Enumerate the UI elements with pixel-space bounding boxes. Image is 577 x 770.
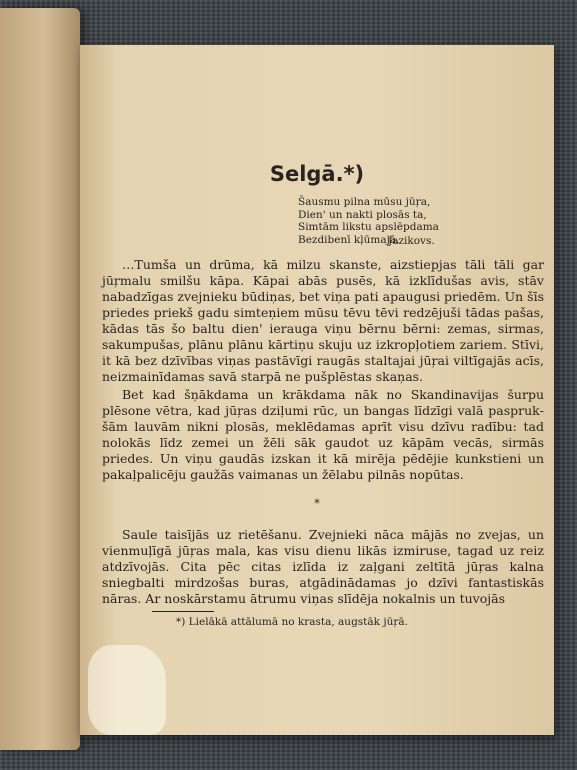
left-page-edge — [0, 8, 80, 750]
page-title: Selgā.*) — [269, 162, 365, 186]
epigraph-line: Simtām likstu apslēpdama — [298, 221, 439, 233]
footnote: *) Lielākā attālumā no krasta, augstāk jūŗā. — [176, 616, 408, 628]
footnote-rule — [152, 611, 214, 612]
paragraph: Saule taisījās uz rietēšanu. Zvejnieki nāca mājās no zvejas, un vienmuļīgā jūŗas mala, kas visu dienu likās izmiruse, tagad uz reiz atdzīvojās. Cita pēc citas izlīda iz zaļgani zeltītā jūŗas kalna sniegbalti mirdzošas buras, atgādinādamas jo dzīvi fantastiskās nāras. Ar noskārstamu ātrumu viņas slīdēja nokalnis un tuvojās — [102, 527, 544, 606]
page-stain — [88, 645, 166, 735]
paragraph: …Tumša un drūma, kā milzu skanste, aizstiepjas tāli tāli gar jūŗmalu smilšu kāpa. Kāpai abās pusēs, kā izklīdušas avis, stāv nabadzīgas zvejnieku būdiņas, bet viņa pati apaugusi priedēm. Un šīs priedes priekš gadu simteņiem mūsu tēvu tēvi redzējuši tādas pašas, kādas tās šo baltu dien' ierauga viņu bērnu bērni: zemas, sirmas, sakumpušas, plānu plānu kārtiņu skuju uz izkropļotiem zariem. Stīvi, it kā bez dzīvības viņas pastāvīgi raugās staltajai jūŗai viltīgajās acīs, neizmainīdamas savā starpā ne pušplēstas skaņas. — [102, 257, 544, 384]
section-separator: * — [314, 497, 320, 510]
epigraph-author: Jazikovs. — [388, 235, 435, 247]
paragraph: Bet kad šņākdama un krākdama nāk no Skandinavijas šurpu plēsone vētra, kad jūŗas dziļumi rūc, un bangas līdzīgi valā pasprukšām lauvām nikni plosās, meklēdamas aprīt visu dzīvu radību: tad nolokās līdz zemei un žēli sāk gaudot uz kāpām vecās, sirmās priedes. Un viņu gaudās izskan it kā mirēja pēdējie kunkstieni un pakaļpalicēju gaužās vaimanas un žēlabu pilnās nopūtas. — [102, 387, 544, 482]
book-page — [80, 45, 554, 735]
epigraph-line: Šausmu pilna mūsu jūŗa, — [298, 196, 431, 208]
epigraph-line: Bezdibenī kļūmajā. — [298, 233, 400, 246]
epigraph-line: Dien' un nakti plosās ta, — [298, 208, 427, 221]
